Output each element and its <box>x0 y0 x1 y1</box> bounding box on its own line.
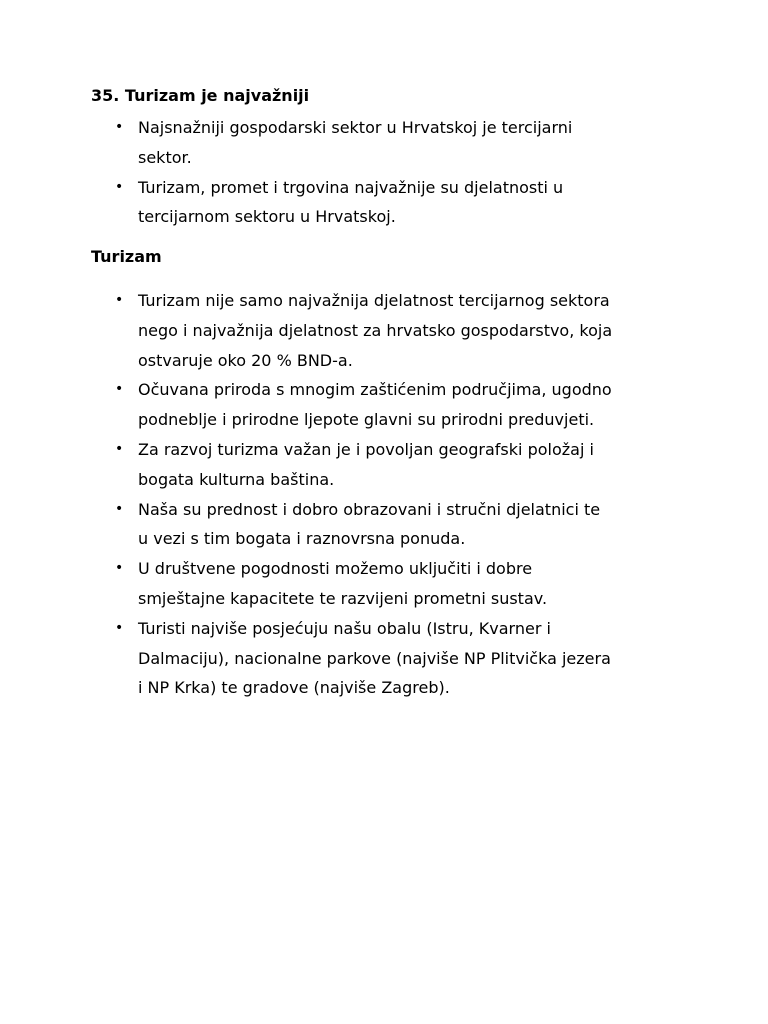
list-item-line: u vezi s tim bogata i raznovrsna ponuda. <box>138 529 466 549</box>
list-item-line: i NP Krka) te gradove (najviše Zagreb). <box>138 678 450 698</box>
bullet-icon: • <box>115 560 124 577</box>
list-item <box>0 286 698 375</box>
list-item <box>0 554 698 614</box>
list-item-line: Najsnažniji gospodarski sektor u Hrvatskoj je tercijarni <box>138 118 573 137</box>
list-item-line: podneblje i prirodne ljepote glavni su prirodni preduvjeti. <box>138 410 595 430</box>
bullet-icon: • <box>115 178 124 195</box>
bullet-icon: • <box>115 500 124 517</box>
bullet-icon: • <box>115 119 124 135</box>
list-item-line: sektor. <box>138 147 192 167</box>
list-item-line: Očuvana priroda s mnogim zaštićenim područjima, ugodno <box>138 380 612 400</box>
list-item-line: Za razvoj turizma važan je i povoljan geografski položaj i <box>138 439 594 459</box>
list-item <box>0 173 698 233</box>
bullet-icon: • <box>115 440 124 457</box>
list-item-line: Naša su prednost i dobro obrazovani i stručni djelatnici te <box>138 499 601 519</box>
list-item-line: nego i najvažnija djelatnost za hrvatsko gospodarstvo, koja <box>138 320 613 340</box>
list-item-line: bogata kulturna baština. <box>138 469 335 489</box>
subsection-heading: Turizam <box>91 247 162 266</box>
list-item <box>0 113 698 173</box>
list-item-line: Turizam nije samo najvažnija djelatnost tercijarnog sektora <box>138 291 610 310</box>
section-heading: 35. Turizam je najvažniji <box>91 86 310 105</box>
bullet-icon: • <box>115 381 124 398</box>
list-item <box>0 614 698 703</box>
list-item-line: ostvaruje oko 20 % BND-a. <box>138 350 353 370</box>
list-item <box>0 375 698 435</box>
list-item-line: smještajne kapacitete te razvijeni prometni sustav. <box>138 588 548 608</box>
list-item-line: U društvene pogodnosti možemo uključiti i dobre <box>138 559 533 579</box>
list-item-line: Turizam, promet i trgovina najvažnije su djelatnosti u <box>138 177 564 197</box>
list-item <box>0 495 698 555</box>
intro-bullet-list <box>0 113 698 232</box>
list-item-line: Turisti najviše posjećuju našu obalu (Istru, Kvarner i <box>138 618 551 638</box>
tourism-bullet-list <box>0 286 698 703</box>
bullet-icon: • <box>115 619 124 636</box>
bullet-icon: • <box>115 292 124 308</box>
list-item <box>0 435 698 495</box>
list-item-line: tercijarnom sektoru u Hrvatskoj. <box>138 207 396 227</box>
list-item-line: Dalmaciju), nacionalne parkove (najviše NP Plitvička jezera <box>138 648 611 668</box>
